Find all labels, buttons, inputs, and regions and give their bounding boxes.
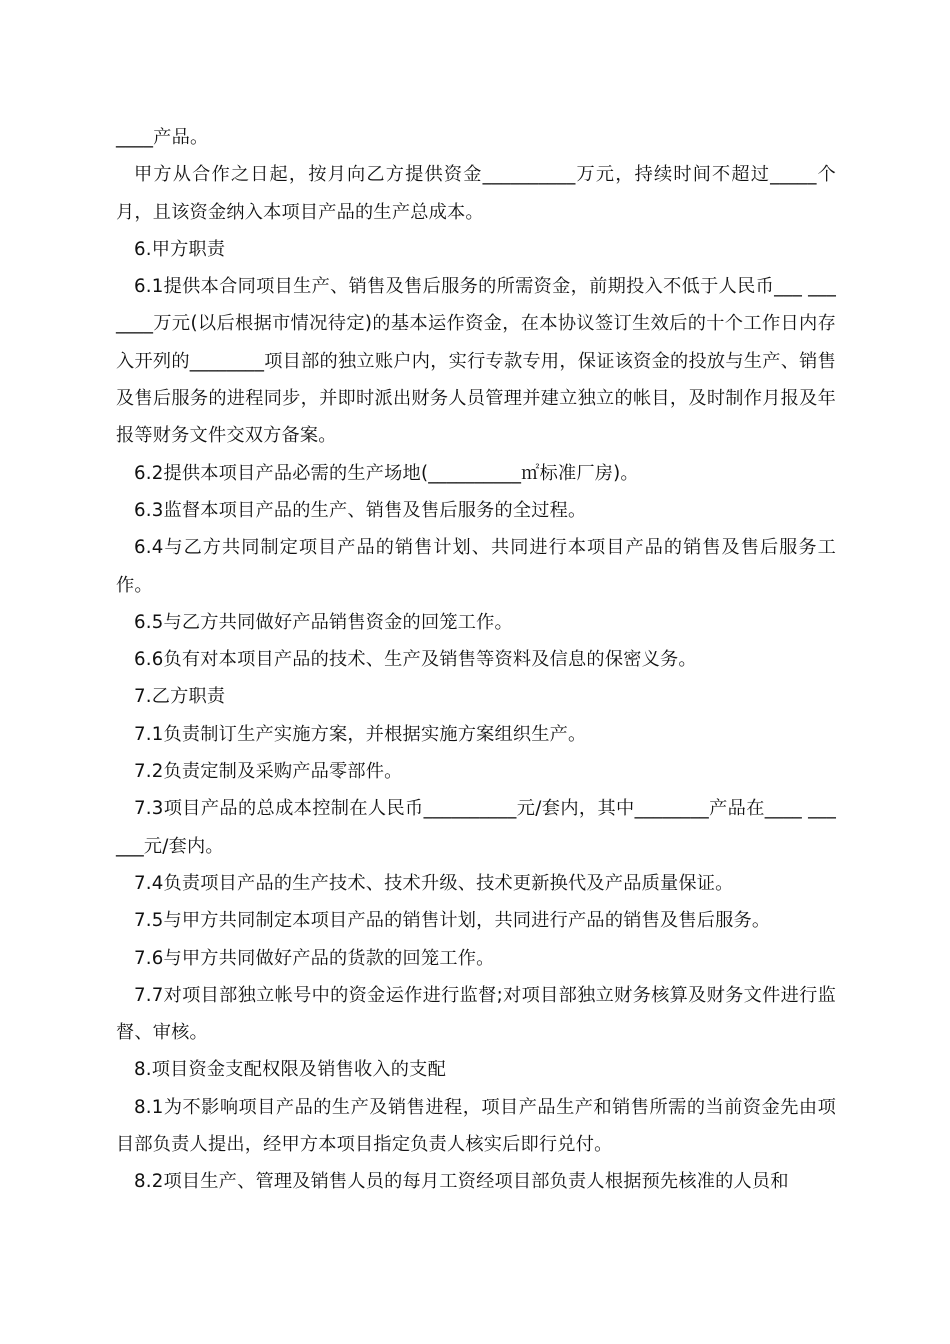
contract-text-body: [116, 119, 836, 1201]
paragraph-funding-terms: 甲方从合作之日起，按月向乙方提供资金__________万元，持续时间不超过_____个月，且该资金纳入本项目产品的生产总成本。: [116, 164, 836, 223]
paragraph-product-fragment: ____产品。: [116, 127, 209, 148]
paragraph-8-1: 8.1为不影响项目产品的生产及销售进程，项目产品生产和销售所需的当前资金先由项目部负责人提出，经甲方本项目指定负责人核实后即行兑付。: [116, 1096, 836, 1156]
heading-party-a-duties: 6.甲方职责: [134, 238, 226, 260]
paragraph-6-5: 6.5与乙方共同做好产品销售资金的回笼工作。: [134, 611, 513, 633]
paragraph-7-7: 7.7对项目部独立帐号中的资金运作进行监督;对项目部独立财务核算及财务文件进行监督、审核。: [116, 984, 836, 1044]
heading-party-b-duties: 7.乙方职责: [134, 686, 226, 708]
paragraph-6-3: 6.3监督本项目产品的生产、销售及售后服务的全过程。: [134, 499, 587, 521]
paragraph-7-4: 7.4负责项目产品的生产技术、技术升级、技术更新换代及产品质量保证。: [134, 872, 734, 894]
paragraph-7-6: 7.6与甲方共同做好产品的货款的回笼工作。: [134, 947, 495, 969]
paragraph-7-1: 7.1负责制订生产实施方案，并根据实施方案组织生产。: [134, 723, 587, 745]
paragraph-7-3: 7.3项目产品的总成本控制在人民币__________元/套内，其中________产品在____ ______元/套内。: [116, 798, 836, 857]
paragraph-7-5: 7.5与甲方共同制定本项目产品的销售计划，共同进行产品的销售及售后服务。: [134, 910, 771, 932]
paragraph-7-2: 7.2负责定制及采购产品零部件。: [134, 761, 403, 783]
paragraph-6-6: 6.6负有对本项目产品的技术、生产及销售等资料及信息的保密义务。: [134, 649, 697, 671]
paragraph-6-4: 6.4与乙方共同制定项目产品的销售计划、共同进行本项目产品的销售及售后服务工作。: [116, 537, 836, 596]
heading-fund-allocation: 8.项目资金支配权限及销售收入的支配: [134, 1059, 446, 1081]
paragraph-8-2: 8.2项目生产、管理及销售人员的每月工资经项目部负责人根据预先核准的人员和: [134, 1171, 789, 1193]
paragraph-6-2: 6.2提供本项目产品必需的生产场地(__________㎡标准厂房)。: [134, 462, 639, 484]
paragraph-6-1: 6.1提供本合同项目生产、销售及售后服务的所需资金，前期投入不低于人民币___ _______万元(以后根据市情况待定)的基本运作资金，在本协议签订生效后的十个工作日内存入开列的________项目部的独立账户内，实行专款专用，保证该资金的投放与生产、销售及售后服务的进程同步，并即时派出财务人员管理并建立独立的帐目，及时制作月报及年报等财务文件交双方备案。: [116, 276, 836, 447]
